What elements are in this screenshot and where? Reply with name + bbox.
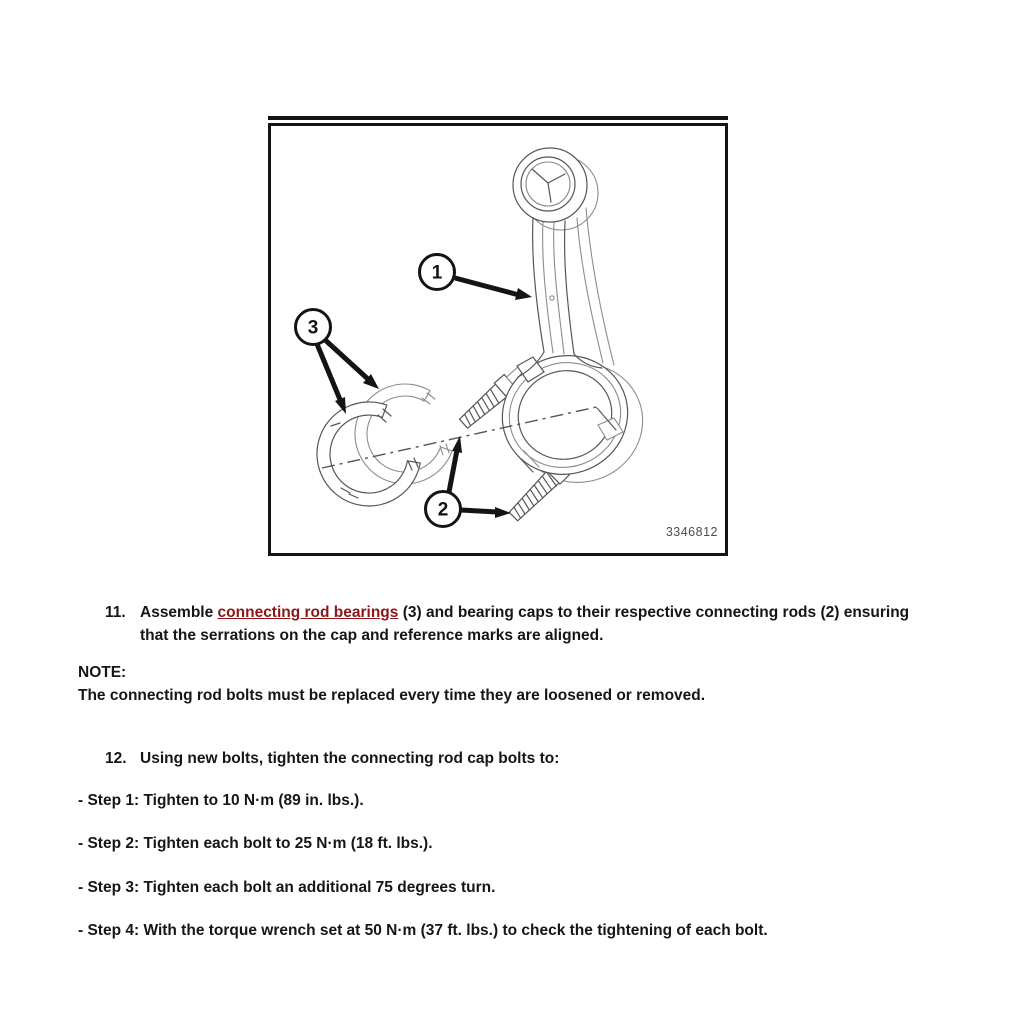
instruction-item-11 — [105, 601, 940, 647]
connecting-rod-illustration — [271, 126, 725, 553]
figure-top-rule — [268, 116, 728, 120]
item-11-text — [140, 601, 940, 647]
note-label: NOTE: — [78, 664, 127, 681]
connecting-rod-bearings-link[interactable]: connecting rod bearings — [217, 604, 399, 621]
figure-number: 3346812 — [665, 525, 718, 539]
callout-1-label: 1 — [431, 262, 443, 284]
callout-1 — [420, 255, 455, 290]
item-12-number: 12. — [105, 750, 127, 767]
item-11-text-post: (3) and bearing caps to their respective connecting rods (2) ensuring that the serrations on the cap and reference marks are aligned. — [140, 604, 910, 644]
torque-step-1: - Step 1: Tighten to 10 N·m (89 in. lbs.). — [78, 792, 364, 809]
figure-box — [268, 123, 728, 556]
item-12-text: Using new bolts, tighten the connecting rod cap bolts to: — [140, 750, 560, 767]
torque-step-4: - Step 4: With the torque wrench set at 50 N·m (37 ft. lbs.) to check the tightening of each bolt. — [78, 922, 768, 939]
note-block — [78, 661, 978, 707]
callout-3 — [296, 310, 331, 345]
torque-step-2: - Step 2: Tighten each bolt to 25 N·m (18 ft. lbs.). — [78, 835, 433, 852]
instruction-item-12 — [105, 747, 940, 770]
item-11-number: 11. — [105, 604, 126, 621]
callout-3-label: 3 — [307, 317, 319, 339]
torque-step-3: - Step 3: Tighten each bolt an additional 75 degrees turn. — [78, 879, 496, 896]
callout-2 — [426, 492, 461, 527]
callout-2-label: 2 — [437, 499, 449, 521]
item-11-text-pre: Assemble — [140, 604, 218, 621]
note-text: The connecting rod bolts must be replaced every time they are loosened or removed. — [78, 687, 706, 704]
rod-small-end — [513, 148, 587, 222]
